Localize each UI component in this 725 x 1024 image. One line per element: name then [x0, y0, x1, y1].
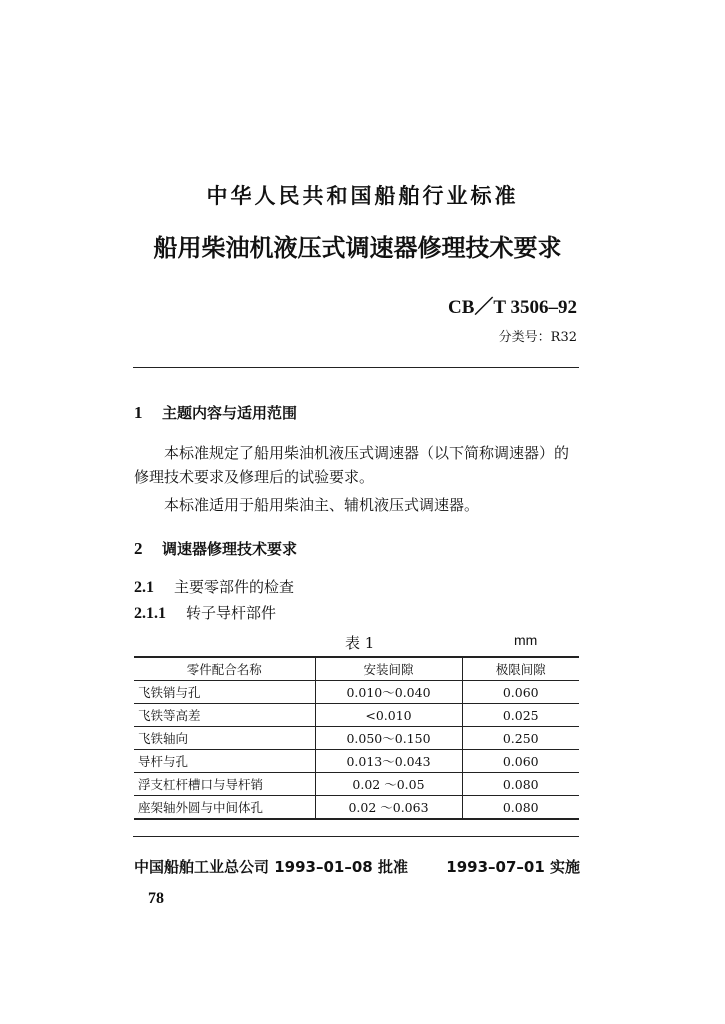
- section-2-number: 2: [134, 539, 143, 558]
- header-part-name: 零件配合名称: [134, 657, 315, 681]
- section-2-1-1-title: 转子导杆部件: [186, 604, 277, 622]
- section-1-title: 主题内容与适用范围: [162, 404, 298, 422]
- section-1-heading: [134, 402, 297, 423]
- section-2-title: 调速器修理技术要求: [162, 540, 298, 558]
- part-name-cell: 飞铁销与孔: [134, 681, 315, 704]
- part-name-cell: 浮支杠杆槽口与导杆销: [134, 773, 315, 796]
- approval-statement: 中国船舶工业总公司 1993–01–08 批准: [134, 858, 408, 876]
- table-row: [134, 681, 579, 704]
- section-2-1-1-heading: [134, 602, 276, 623]
- table-unit: mm: [514, 632, 538, 648]
- limit-clearance-cell: 0.080: [462, 796, 579, 820]
- limit-clearance-cell: 0.060: [462, 681, 579, 704]
- table-row: [134, 750, 579, 773]
- install-clearance-cell: 0.010～0.040: [315, 681, 462, 704]
- header-limit-clearance: 极限间隙: [462, 657, 579, 681]
- top-rule: [133, 367, 579, 368]
- classification-number: 分类号：R32: [498, 330, 577, 345]
- limit-clearance-cell: 0.250: [462, 727, 579, 750]
- section-2-1-heading: [134, 576, 294, 597]
- table-row: [134, 704, 579, 727]
- bottom-rule: [133, 836, 579, 837]
- install-clearance-cell: 0.02 ～0.05: [315, 773, 462, 796]
- part-name-cell: 飞铁轴向: [134, 727, 315, 750]
- table-header-row: [134, 657, 579, 681]
- section-2-1-1-number: 2.1.1: [134, 605, 166, 622]
- part-name-cell: 导杆与孔: [134, 750, 315, 773]
- section-1-number: 1: [134, 403, 143, 422]
- section-2-1-title: 主要零部件的检查: [174, 578, 295, 596]
- page-number: 78: [148, 890, 164, 907]
- limit-clearance-cell: 0.025: [462, 704, 579, 727]
- part-name-cell: 飞铁等高差: [134, 704, 315, 727]
- implementation-date: 1993–07–01 实施: [446, 858, 580, 876]
- industry-standard-heading: 中华人民共和国船舶行业标准: [206, 184, 519, 208]
- limit-clearance-cell: 0.060: [462, 750, 579, 773]
- document-title: 船用柴油机液压式调速器修理技术要求: [153, 234, 562, 262]
- install-clearance-cell: 0.050～0.150: [315, 727, 462, 750]
- clearance-table: [134, 656, 579, 820]
- table-row: [134, 796, 579, 820]
- footer-line: [134, 856, 580, 877]
- install-clearance-cell: 0.013～0.043: [315, 750, 462, 773]
- section-1-paragraph-1: 本标准规定了船用柴油机液压式调速器（以下简称调速器）的修理技术要求及修理后的试验要求。: [134, 444, 570, 486]
- part-name-cell: 座架轴外圆与中间体孔: [134, 796, 315, 820]
- section-1-paragraph-2: 本标准适用于船用柴油主、辅机液压式调速器。: [164, 496, 480, 514]
- standard-number: CB／T 3506–92: [448, 297, 577, 318]
- install-clearance-cell: 0.02 ～0.063: [315, 796, 462, 820]
- table-caption: 表 1: [345, 634, 375, 652]
- limit-clearance-cell: 0.080: [462, 773, 579, 796]
- table-row: [134, 773, 579, 796]
- install-clearance-cell: <0.010: [315, 704, 462, 727]
- section-2-1-number: 2.1: [134, 579, 154, 596]
- section-2-heading: [134, 538, 297, 559]
- header-install-clearance: 安装间隙: [315, 657, 462, 681]
- table-row: [134, 727, 579, 750]
